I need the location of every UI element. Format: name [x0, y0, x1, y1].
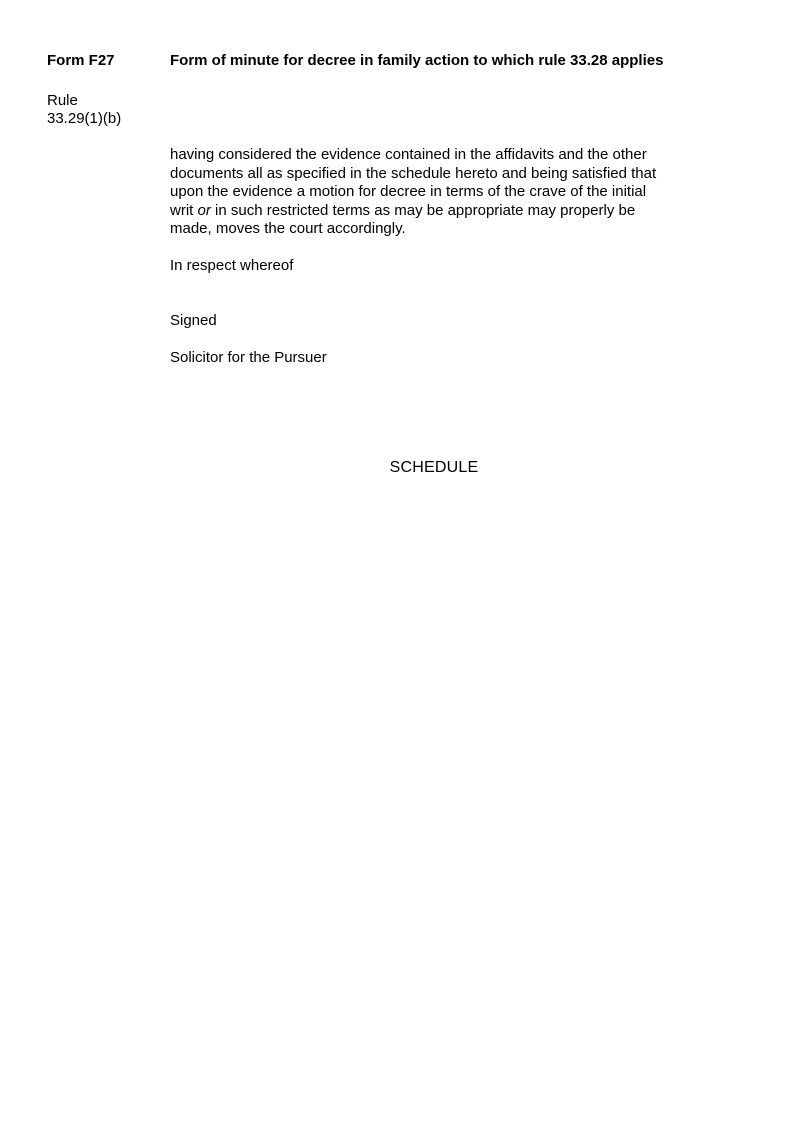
rule-label: Rule [47, 92, 78, 109]
paragraph-line: upon the evidence a motion for decree in terms of the crave of the initial [170, 183, 647, 201]
rule-block [47, 92, 121, 128]
paragraph-text: writ [170, 201, 198, 219]
rule-reference: 33.29(1)(b) [47, 110, 122, 127]
paragraph-line: made, moves the court accordingly. [170, 220, 406, 238]
paragraph-line [170, 202, 656, 221]
paragraph-italic-word: or [197, 201, 211, 219]
schedule-heading: SCHEDULE [389, 459, 479, 476]
solicitor-label: Solicitor for the Pursuer [170, 349, 327, 366]
paragraph-line: documents all as specified in the schedule hereto and being satisfied that [170, 164, 657, 182]
paragraph-line: having considered the evidence contained in the affidavits and the other [170, 146, 647, 163]
in-respect-whereof-line: In respect whereof [170, 257, 294, 274]
paragraph-text: in such restricted terms as may be appropriate may properly be [210, 201, 636, 219]
signed-label: Signed [170, 312, 217, 329]
main-paragraph [170, 146, 656, 239]
page-title: Form of minute for decree in family action to which rule 33.28 applies [170, 52, 664, 69]
form-number: Form F27 [47, 52, 115, 69]
